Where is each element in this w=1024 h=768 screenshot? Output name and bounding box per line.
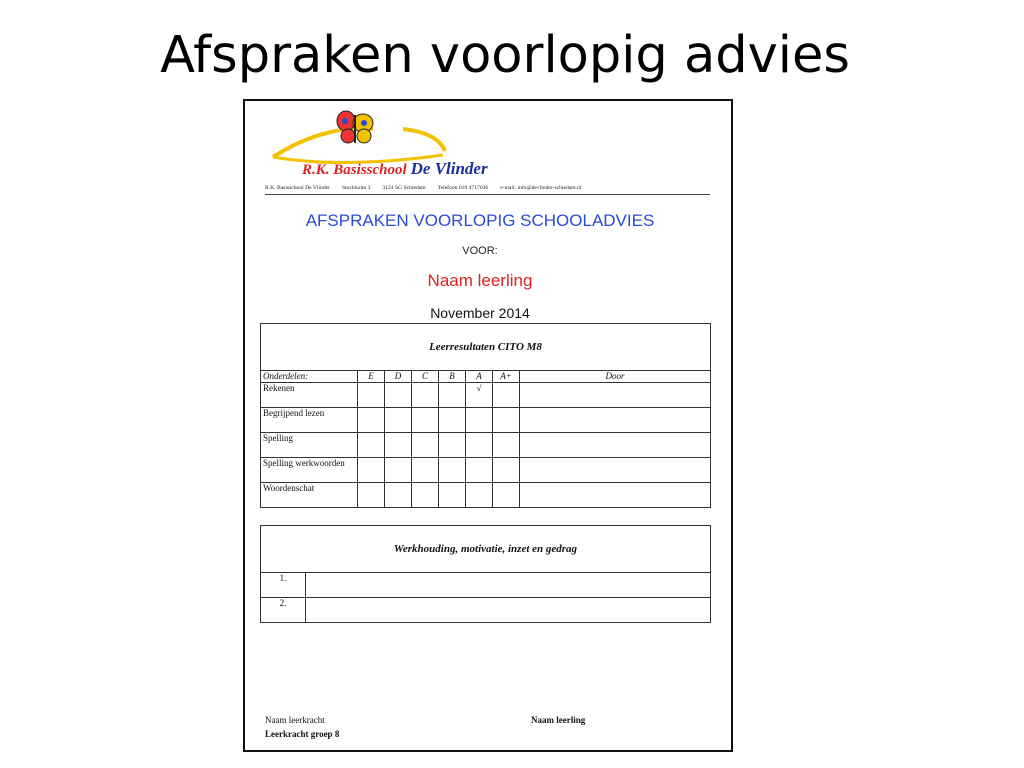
table-cell — [385, 458, 412, 483]
table-cell — [412, 408, 439, 433]
student-name: Naam leerling — [427, 271, 533, 290]
table-cell — [466, 408, 493, 433]
col-header: A+ — [493, 371, 520, 383]
table-cell — [358, 383, 385, 408]
table-cell — [520, 433, 711, 458]
results-header-row — [261, 371, 711, 383]
table-cell — [385, 483, 412, 508]
document-heading: AFSPRAKEN VOORLOPIG SCHOOLADVIES — [305, 211, 655, 230]
results-table — [260, 323, 711, 508]
row-label: Begrijpend lezen — [261, 408, 358, 433]
school-name — [302, 159, 488, 179]
col-header: Onderdelen: — [261, 371, 358, 383]
table-cell — [358, 458, 385, 483]
behavior-table — [260, 525, 711, 623]
contact-item: R.K. Basisschool De Vlinder — [265, 185, 330, 191]
table-cell — [412, 458, 439, 483]
table-row — [261, 383, 711, 408]
row-number: 1. — [261, 573, 306, 598]
table-cell — [385, 383, 412, 408]
table-row — [261, 483, 711, 508]
table-cell — [520, 383, 711, 408]
teacher-value: Leerkracht groep 8 — [265, 729, 340, 739]
table-cell — [412, 383, 439, 408]
row-number: 2. — [261, 598, 306, 623]
slide-title: Afspraken voorlopig advies — [160, 26, 850, 85]
col-header: E — [358, 371, 385, 383]
table-cell — [412, 433, 439, 458]
document-page — [243, 99, 733, 752]
table-cell — [520, 408, 711, 433]
table-row — [261, 408, 711, 433]
table-cell — [358, 433, 385, 458]
row-label: Spelling werkwoorden — [261, 458, 358, 483]
results-caption: Leerresultaten CITO M8 — [261, 324, 711, 371]
table-cell — [306, 573, 711, 598]
contact-item: e-mail: info@devlinder-schiedam.nl — [500, 185, 582, 191]
table-row — [261, 433, 711, 458]
col-header: A — [466, 371, 493, 383]
school-prefix: R.K. Basisschool — [302, 162, 407, 178]
student-label: Naam leerling — [531, 715, 586, 725]
table-cell — [520, 483, 711, 508]
document-date: November 2014 — [430, 305, 530, 321]
table-cell — [358, 483, 385, 508]
table-cell — [493, 383, 520, 408]
table-cell — [493, 458, 520, 483]
table-cell — [439, 483, 466, 508]
table-cell — [385, 408, 412, 433]
contact-item: 3124 SG Schiedam — [382, 185, 426, 191]
table-cell — [439, 458, 466, 483]
table-row — [261, 458, 711, 483]
checkmark-cell: √ — [466, 383, 493, 408]
table-cell — [306, 598, 711, 623]
table-cell — [439, 408, 466, 433]
table-cell — [493, 408, 520, 433]
table-row — [261, 598, 711, 623]
table-cell — [439, 433, 466, 458]
contact-divider — [265, 194, 710, 195]
behavior-caption: Werkhouding, motivatie, inzet en gedrag — [261, 526, 711, 573]
voor-label: VOOR: — [462, 245, 498, 257]
table-cell — [412, 483, 439, 508]
row-label: Woordenschat — [261, 483, 358, 508]
teacher-label: Naam leerkracht — [265, 715, 325, 725]
col-header: C — [412, 371, 439, 383]
row-label: Spelling — [261, 433, 358, 458]
row-label: Rekenen — [261, 383, 358, 408]
table-row — [261, 573, 711, 598]
table-cell — [439, 383, 466, 408]
col-header: Door — [520, 371, 711, 383]
contact-line — [265, 185, 710, 191]
contact-item: Telefoon 010 4717036 — [437, 185, 489, 191]
table-cell — [466, 483, 493, 508]
contact-item: Stockholm 3 — [342, 185, 371, 191]
table-cell — [520, 458, 711, 483]
col-header: D — [385, 371, 412, 383]
col-header: B — [439, 371, 466, 383]
table-cell — [466, 458, 493, 483]
table-cell — [358, 408, 385, 433]
table-cell — [385, 433, 412, 458]
school-name-blue: De Vlinder — [410, 159, 488, 178]
table-cell — [493, 433, 520, 458]
table-cell — [466, 433, 493, 458]
table-cell — [493, 483, 520, 508]
